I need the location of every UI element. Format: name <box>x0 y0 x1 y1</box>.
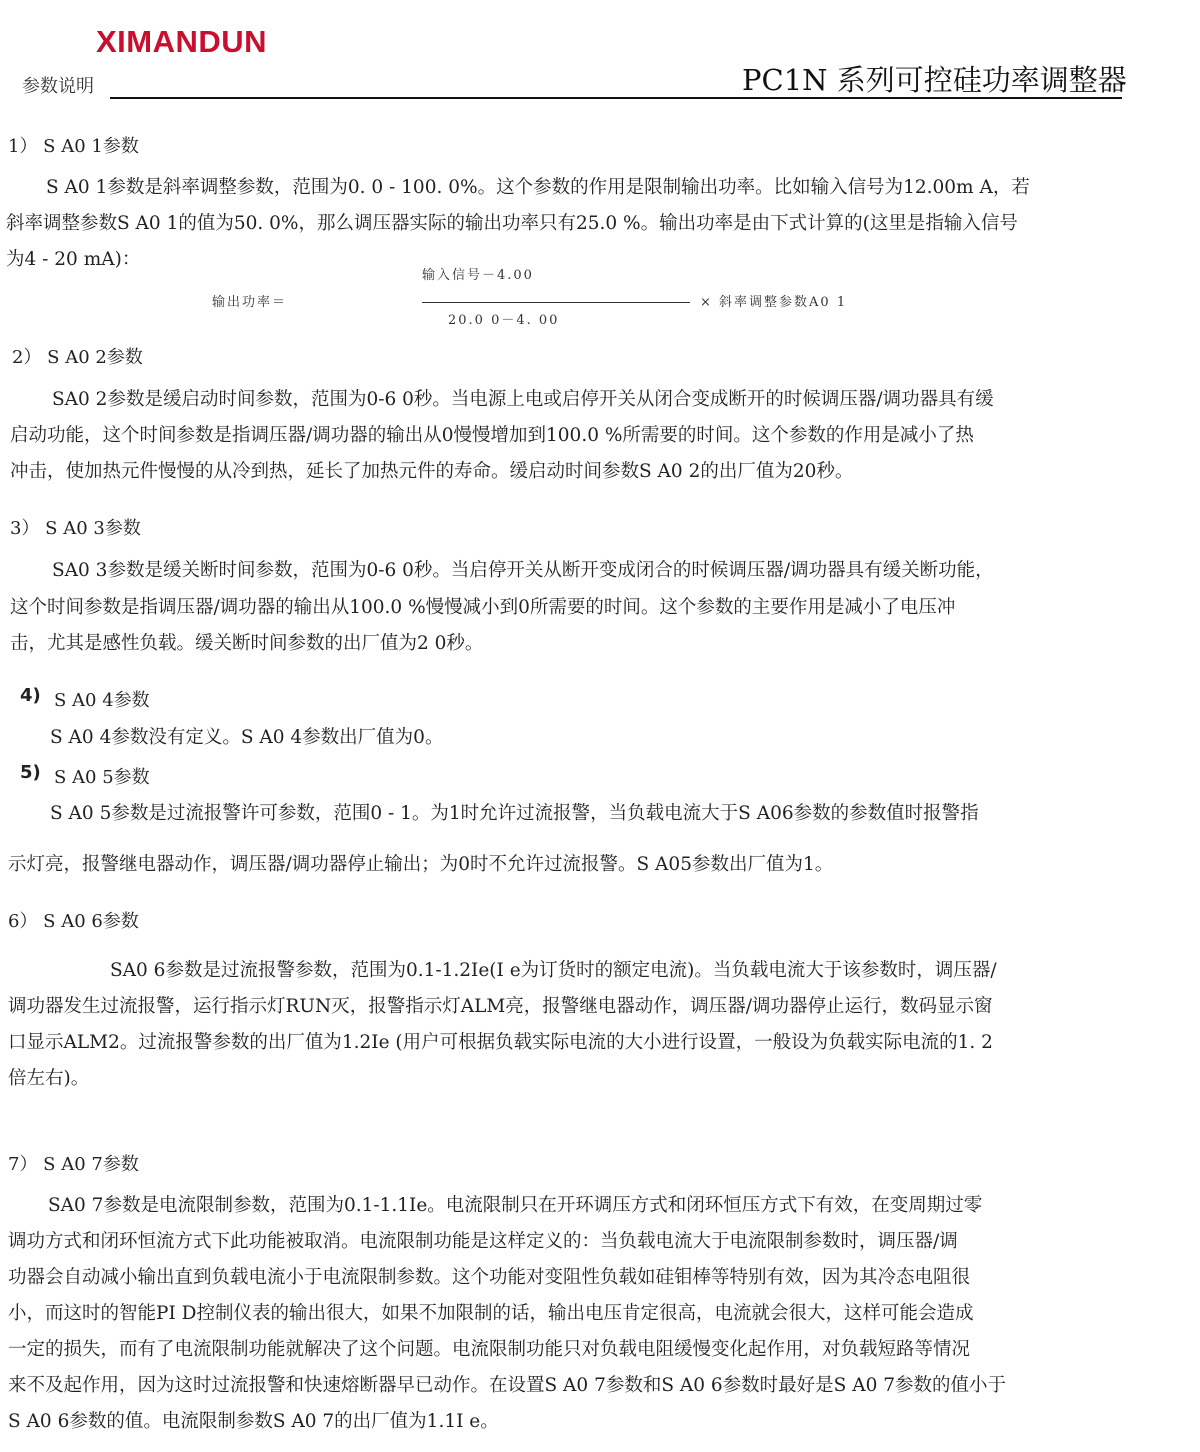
section-4-line-1: S A0 4参数没有定义。S A0 4参数出厂值为0。 <box>50 727 444 748</box>
header-divider <box>110 97 1122 99</box>
section-5-number: 5) <box>20 762 41 783</box>
section-label: 参数说明 <box>22 76 94 97</box>
section-6-line-1: SA0 6参数是过流报警参数，范围为0.1-1.2Ie(I e为订货时的额定电流)。当负载电流大于该参数时，调压器/ <box>110 960 997 981</box>
section-2-line-1: SA0 2参数是缓启动时间参数，范围为0-6 0秒。当电源上电或启停开关从闭合变成断开的时候调压器/调功器具有缓 <box>52 389 994 410</box>
document-title: PC1N 系列可控硅功率调整器 <box>742 63 1127 97</box>
section-7-heading: 7） S A0 7参数 <box>8 1154 139 1175</box>
section-2-heading: 2） S A0 2参数 <box>12 347 143 368</box>
section-7-line-4: 小，而这时的智能PI D控制仪表的输出很大，如果不加限制的话，输出电压肯定很高，电流就会很大，这样可能会造成 <box>8 1303 974 1324</box>
formula-lhs: 输出功率＝ <box>212 295 288 310</box>
section-7-line-2: 调功方式和闭环恒流方式下此功能被取消。电流限制功能是这样定义的：当负载电流大于电流限制参数时，调压器/调 <box>8 1231 958 1252</box>
formula-numerator: 输入信号－4.00 <box>422 268 534 283</box>
section-3-line-1: SA0 3参数是缓关断时间参数，范围为0-6 0秒。当启停开关从断开变成闭合的时候调压器/调功器具有缓关断功能， <box>52 560 994 581</box>
formula-rhs: × 斜率调整参数A0 1 <box>700 295 848 310</box>
section-3-heading: 3） S A0 3参数 <box>10 518 141 539</box>
section-1-line-3: 为4 - 20 mA)： <box>6 249 141 270</box>
section-5-heading: S A0 5参数 <box>54 767 150 788</box>
section-5-line-2: 示灯亮，报警继电器动作，调压器/调功器停止输出；为0时不允许过流报警。S A05参数出厂值为1。 <box>8 854 834 875</box>
brand-logo: XIMANDUN <box>96 24 268 59</box>
formula-denominator: 20.0 0－4. 00 <box>448 313 560 328</box>
section-6-line-2: 调功器发生过流报警，运行指示灯RUN灭，报警指示灯ALM亮，报警继电器动作，调压器/调功器停止运行，数码显示窗 <box>8 996 993 1017</box>
section-2-line-2: 启动功能，这个时间参数是指调压器/调功器的输出从0慢慢增加到100.0 %所需要的时间。这个参数的作用是减小了热 <box>10 425 974 446</box>
section-1-heading: 1） S A0 1参数 <box>8 136 139 157</box>
section-6-heading: 6） S A0 6参数 <box>8 911 139 932</box>
section-7-line-5: 一定的损失，而有了电流限制功能就解决了这个问题。电流限制功能只对负载电阻缓慢变化起作用，对负载短路等情况 <box>8 1339 971 1360</box>
section-1-line-1: S A0 1参数是斜率调整参数，范围为0. 0 - 100. 0%。这个参数的作用是限制输出功率。比如输入信号为12.00m A，若 <box>46 177 1030 198</box>
section-7-line-1: SA0 7参数是电流限制参数，范围为0.1-1.1Ie。电流限制只在开环调压方式和闭环恒压方式下有效，在变周期过零 <box>48 1195 983 1216</box>
section-1-line-2: 斜率调整参数S A0 1的值为50. 0%，那么调压器实际的输出功率只有25.0 %。输出功率是由下式计算的(这里是指输入信号 <box>6 213 1018 234</box>
section-7-line-6: 来不及起作用，因为这时过流报警和快速熔断器早已动作。在设置S A0 7参数和S A0 6参数时最好是S A0 7参数的值小于 <box>8 1375 1007 1396</box>
section-3-line-3: 击，尤其是感性负载。缓关断时间参数的出厂值为2 0秒。 <box>10 633 484 654</box>
section-4-number: 4) <box>20 685 41 706</box>
section-2-line-3: 冲击，使加热元件慢慢的从冷到热，延长了加热元件的寿命。缓启动时间参数S A0 2的出厂值为20秒。 <box>10 461 854 482</box>
section-3-line-2: 这个时间参数是指调压器/调功器的输出从100.0 %慢慢减小到0所需要的时间。这个参数的主要作用是减小了电压冲 <box>10 597 956 618</box>
formula-fraction-bar <box>422 302 690 303</box>
section-7-line-7: S A0 6参数的值。电流限制参数S A0 7的出厂值为1.1I e。 <box>8 1411 499 1432</box>
section-5-line-1: S A0 5参数是过流报警许可参数，范围0 - 1。为1时允许过流报警，当负载电流大于S A06参数的参数值时报警指 <box>50 803 979 824</box>
section-7-line-3: 功器会自动减小输出直到负载电流小于电流限制参数。这个功能对变阻性负载如硅钼棒等特别有效，因为其冷态电阻很 <box>8 1267 971 1288</box>
section-6-line-4: 倍左右)。 <box>8 1068 90 1089</box>
section-6-line-3: 口显示ALM2。过流报警参数的出厂值为1.2Ie (用户可根据负载实际电流的大小进行设置，一般设为负载实际电流的1. 2 <box>8 1032 993 1053</box>
section-4-heading: S A0 4参数 <box>54 690 150 711</box>
